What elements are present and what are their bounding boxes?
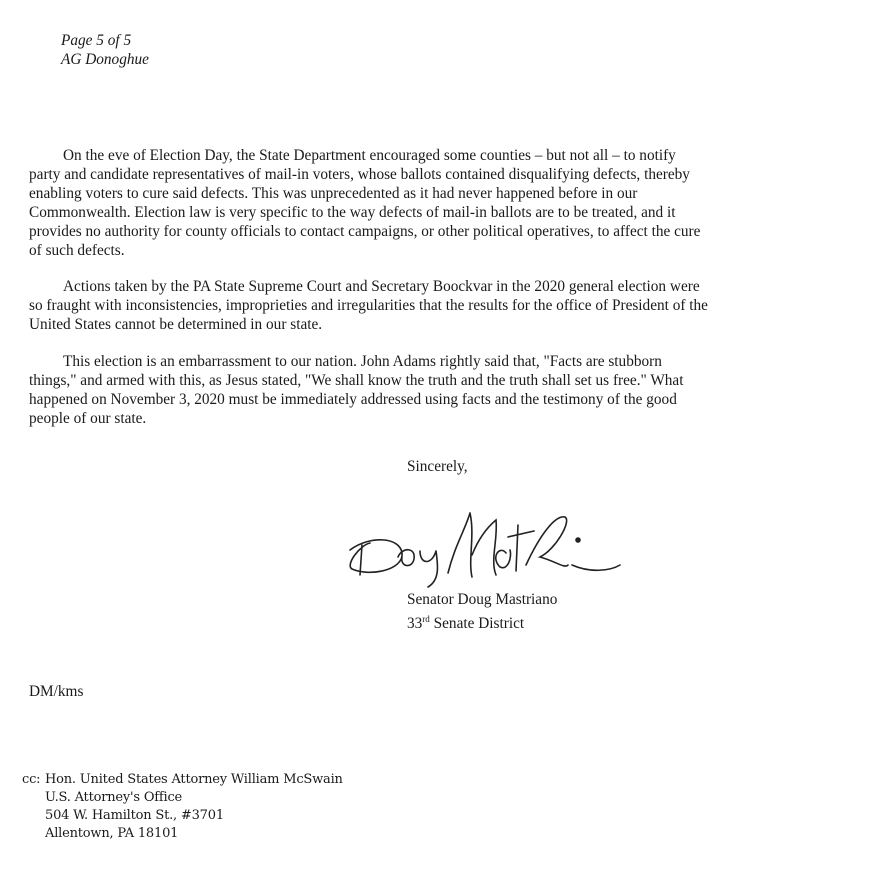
initials: DM/kms	[29, 683, 84, 700]
district-label: Senate District	[429, 615, 525, 632]
text-line: things," and armed with this, as Jesus stated, "We shall know the truth and the truth shall set us free." What	[29, 371, 684, 389]
senate-district	[407, 610, 557, 634]
text-line: provides no authority for county officials to contact campaigns, or other political operatives, to affect the cure	[29, 222, 701, 240]
text-line: happened on November 3, 2020 must be immediately addressed using facts and the testimony of the good	[29, 390, 677, 408]
text-line: On the eve of Election Day, the State Department encouraged some counties – but not all – to notify	[63, 147, 676, 164]
cc-recipient: Hon. United States Attorney William McSwain	[45, 772, 343, 787]
paragraph-2	[29, 278, 708, 335]
text-line: enabling voters to cure said defects. This was unprecedented as it had never happened before in our	[29, 184, 638, 202]
cc-office: U.S. Attorney's Office	[45, 790, 183, 805]
signer-name: Senator Doug Mastriano	[407, 591, 558, 608]
salutation: Sincerely,	[407, 458, 468, 475]
paragraph-1	[29, 147, 700, 260]
page-number: Page 5 of 5	[61, 32, 132, 49]
text-line: Actions taken by the PA State Supreme Court and Secretary Boockvar in the 2020 general election were	[63, 278, 700, 295]
page-header	[61, 32, 149, 70]
text-line: Commonwealth. Election law is very specific to the way defects of mail-in ballots are to be treated, and it	[29, 203, 676, 221]
text-line: people of our state.	[29, 409, 147, 427]
text-line: so fraught with inconsistencies, improprieties and irregularities that the results for the office of President of the	[29, 296, 708, 314]
signature-block	[407, 591, 557, 634]
cc-line	[22, 771, 343, 789]
cc-block	[22, 771, 343, 843]
text-line: United States cannot be determined in our state.	[29, 315, 323, 333]
text-line: of such defects.	[29, 241, 125, 259]
recipient-header: AG Donoghue	[61, 50, 149, 68]
text-line: This election is an embarrassment to our nation. John Adams rightly said that, "Facts are stubborn	[63, 353, 662, 370]
district-number: 33	[407, 615, 423, 632]
signature-image	[340, 495, 630, 590]
cc-city: Allentown, PA 18101	[45, 826, 179, 841]
paragraph-3	[29, 353, 683, 429]
cc-street: 504 W. Hamilton St., #3701	[45, 808, 224, 823]
text-line: party and candidate representatives of mail-in voters, whose ballots contained disqualifying defects, thereby	[29, 165, 690, 183]
district-ordinal: rd	[422, 613, 430, 624]
cc-label: cc:	[22, 772, 41, 787]
